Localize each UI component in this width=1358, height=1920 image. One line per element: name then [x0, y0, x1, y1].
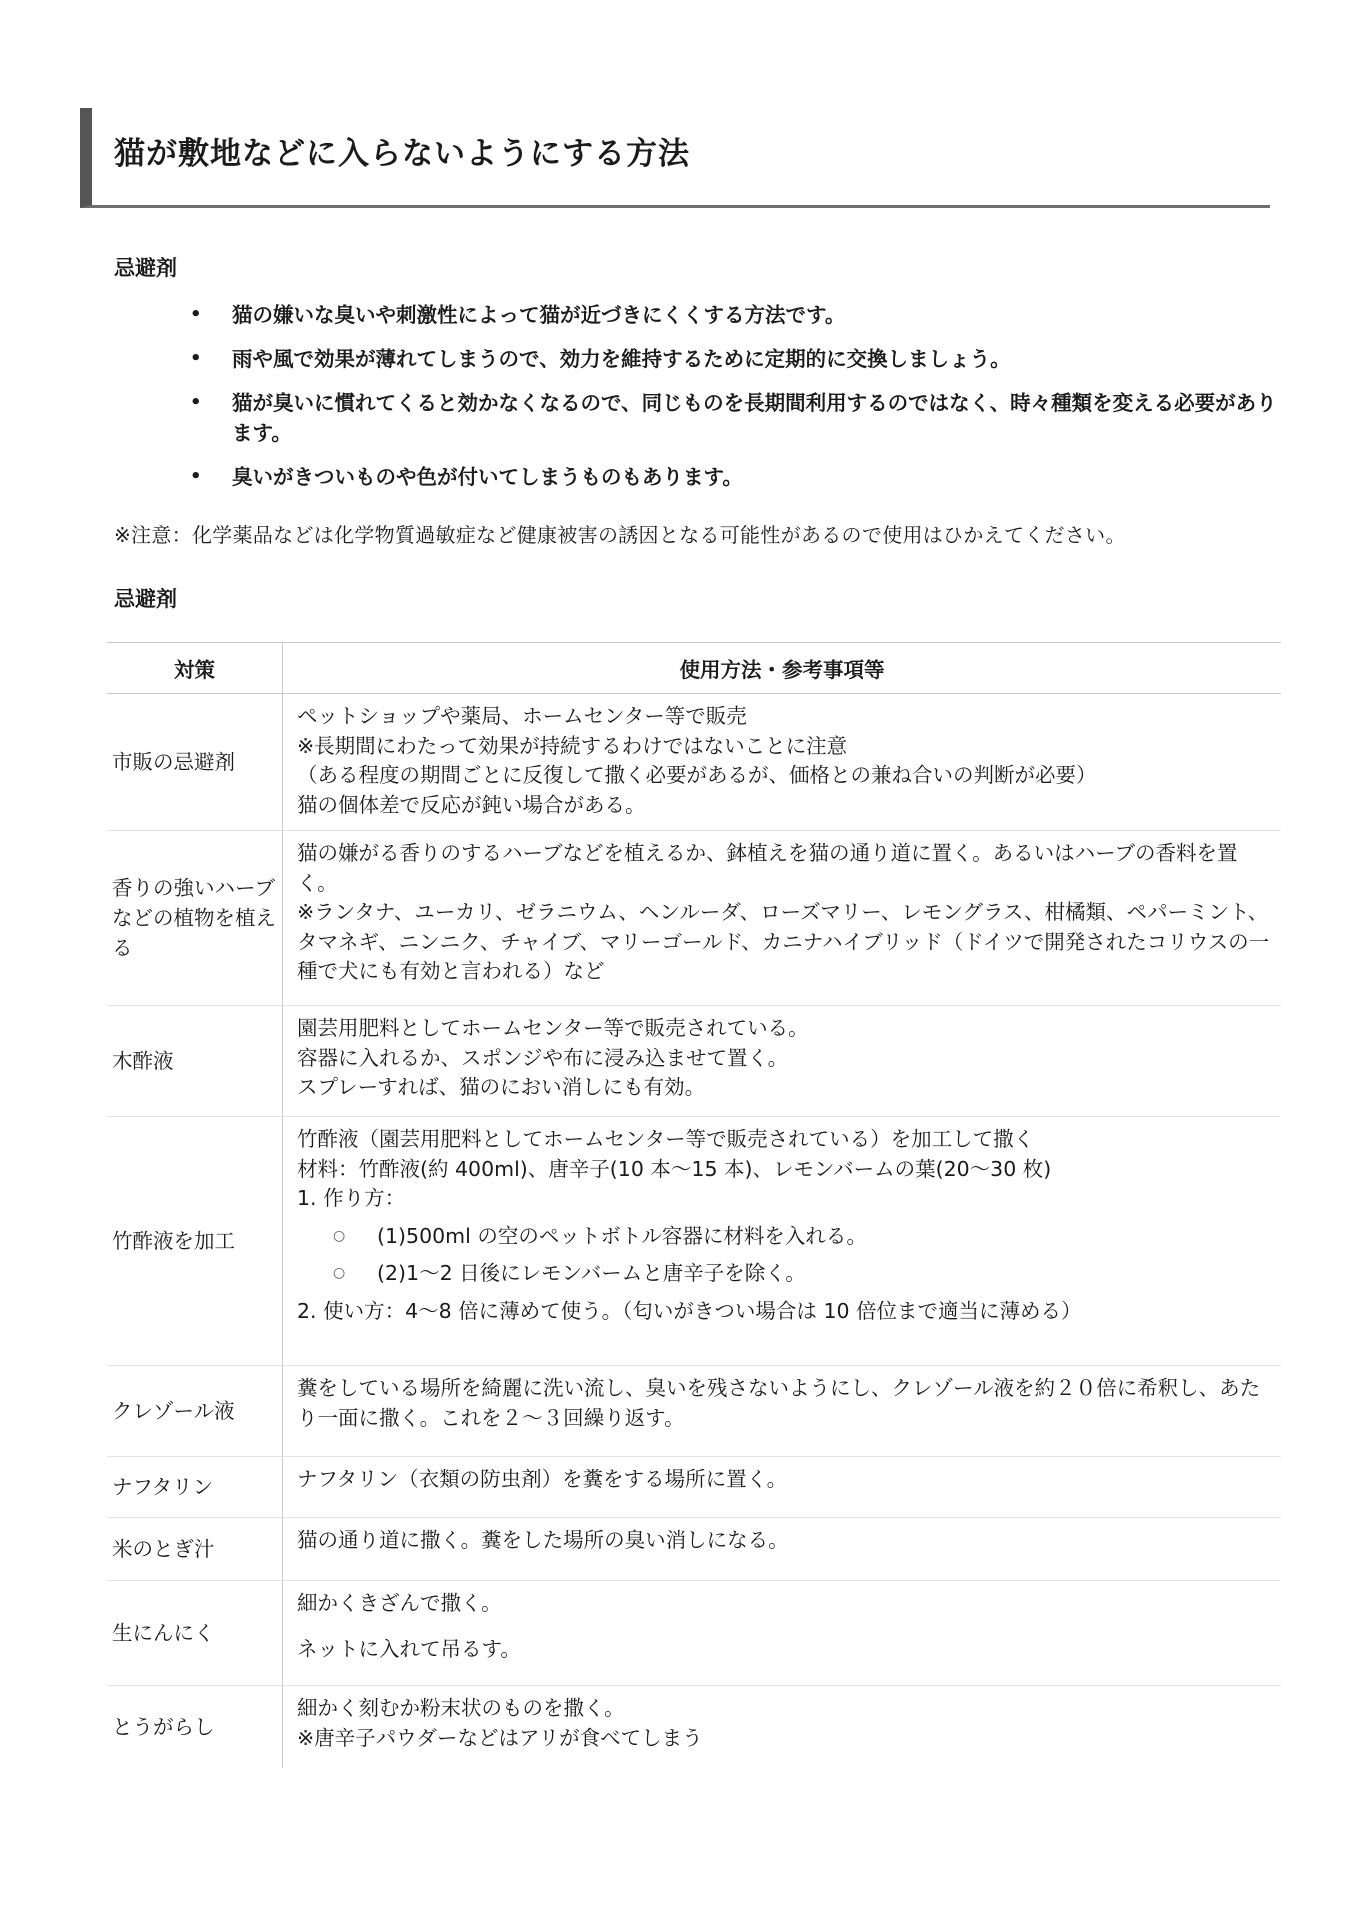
detail-line: ネットに入れて吊るす。 — [297, 1636, 521, 1661]
table-header-row — [107, 642, 1281, 694]
row-name: 香りの強いハーブなどの植物を植える — [112, 876, 276, 960]
page-title — [80, 108, 1270, 208]
table-row — [107, 831, 1281, 1006]
table-row — [107, 1581, 1281, 1686]
bullet-item: • 猫の嫌いな臭いや刺激性によって猫が近づきにくくする方法です。 — [190, 300, 1280, 330]
row-name: 米のとぎ汁 — [112, 1537, 215, 1561]
step-label: 2. 使い方：4～8 倍に薄めて使う。（匂いがきつい場合は 10 倍位まで適当に薄める） — [297, 1298, 1082, 1323]
row-details — [282, 831, 1281, 1005]
row-name: とうがらし — [112, 1715, 215, 1739]
sub-step — [333, 1259, 1271, 1289]
row-details — [282, 1006, 1281, 1116]
detail-line: 容器に入れるか、スポンジや布に浸み込ませて置く。 — [297, 1045, 789, 1070]
table-row — [107, 1366, 1281, 1457]
detail-line: 細かくきざんで撒く。 — [297, 1591, 502, 1615]
row-details — [282, 1518, 1281, 1580]
table-row — [107, 1686, 1281, 1768]
row-details — [282, 694, 1281, 830]
table-row — [107, 1457, 1281, 1518]
detail-line: 園芸用肥料としてホームセンター等で販売されている。 — [297, 1016, 809, 1040]
detail-line: スプレーすれば、猫のにおい消しにも有効。 — [297, 1075, 706, 1099]
bullet-list — [190, 300, 1280, 506]
table-caption: 忌避剤 — [114, 587, 177, 611]
row-name: 生にんにく — [112, 1621, 215, 1645]
detail-line: 糞をしている場所を綺麗に洗い流し、臭いを残さないようにし、クレゾール液を約２０倍に希釈し、あたり一面に撒く。これを２～３回繰り返す。 — [297, 1376, 1261, 1430]
repellent-table — [107, 642, 1281, 1768]
table-row — [107, 1117, 1281, 1366]
bullet-item: • 雨や風で効果が薄れてしまうので、効力を維持するために定期的に交換しましょう。 — [190, 344, 1280, 374]
detail-line: ナフタリン（衣類の防虫剤）を糞をする場所に置く。 — [297, 1467, 788, 1491]
row-details — [282, 1117, 1281, 1365]
page-title-text: 猫が敷地などに入らないようにする方法 — [114, 136, 690, 172]
table-row — [107, 694, 1281, 831]
sub-step — [333, 1222, 1271, 1252]
detail-line: 猫の通り道に撒く。糞をした場所の臭い消しになる。 — [297, 1528, 789, 1552]
detail-line: 細かく刻むか粉末状のものを撒く。 — [297, 1696, 625, 1720]
header-measure: 対策 — [174, 658, 215, 682]
detail-line: 猫の個体差で反応が鈍い場合がある。 — [297, 792, 646, 817]
detail-line: ※唐辛子パウダーなどはアリが食べてしまう — [297, 1725, 703, 1750]
spacer — [297, 1619, 1271, 1635]
detail-line: 竹酢液（園芸用肥料としてホームセンター等で販売されている）を加工して撒く — [297, 1127, 1035, 1151]
row-details — [282, 1366, 1281, 1456]
bullet-item: • 猫が臭いに慣れてくると効かなくなるので、同じものを長期間利用するのではなく、時々種類を変える必要があります。 — [190, 388, 1280, 448]
detail-line: 材料：竹酢液(約 400ml)、唐辛子(10 本～15 本)、レモンバームの葉(20～30 枚) — [297, 1156, 1052, 1181]
detail-line: ※長期間にわたって効果が持続するわけではないことに注意 — [297, 733, 848, 758]
detail-line: ペットショップや薬局、ホームセンター等で販売 — [297, 704, 747, 728]
sub-step-text: (1)500ml の空のペットボトル容器に材料を入れる。 — [377, 1223, 867, 1248]
detail-line: （ある程度の期間ごとに反復して撒く必要があるが、価格との兼ね合いの判断が必要） — [297, 763, 1097, 787]
row-name: 竹酢液を加工 — [112, 1229, 235, 1253]
table-row — [107, 1518, 1281, 1581]
detail-line: ※ランタナ、ユーカリ、ゼラニウム、ヘンルーダ、ローズマリー、レモングラス、柑橘類、ペパーミント、タマネギ、ニンニク、チャイブ、マリーゴールド、カニナハイブリッド（ドイツで開発されたコリウスの一種で犬にも有効と言われる）など — [297, 900, 1270, 983]
row-name: クレゾール液 — [112, 1399, 235, 1423]
row-name: 市販の忌避剤 — [112, 750, 235, 774]
section-heading-repellent: 忌避剤 — [114, 256, 177, 280]
circle-bullet-icon: ○ — [333, 1265, 346, 1281]
row-name: ナフタリン — [112, 1475, 214, 1499]
step-label: 1. 作り方： — [297, 1186, 406, 1210]
table-row — [107, 1006, 1281, 1117]
sub-step-text: (2)1～2 日後にレモンバームと唐辛子を除く。 — [377, 1261, 806, 1285]
header-usage: 使用方法・参考事項等 — [282, 643, 1281, 693]
caution-note: ※注意：化学薬品などは化学物質過敏症など健康被害の誘因となる可能性があるので使用はひかえてください。 — [114, 523, 1126, 547]
row-details — [282, 1581, 1281, 1685]
row-name: 木酢液 — [112, 1049, 174, 1073]
circle-bullet-icon: ○ — [333, 1227, 346, 1244]
bullet-item: • 臭いがきついものや色が付いてしまうものもあります。 — [190, 462, 1280, 492]
detail-line: 猫の嫌がる香りのするハーブなどを植えるか、鉢植えを猫の通り道に置く。あるいはハーブの香料を置く。 — [297, 841, 1238, 895]
row-details — [282, 1457, 1281, 1517]
row-details — [282, 1686, 1281, 1768]
